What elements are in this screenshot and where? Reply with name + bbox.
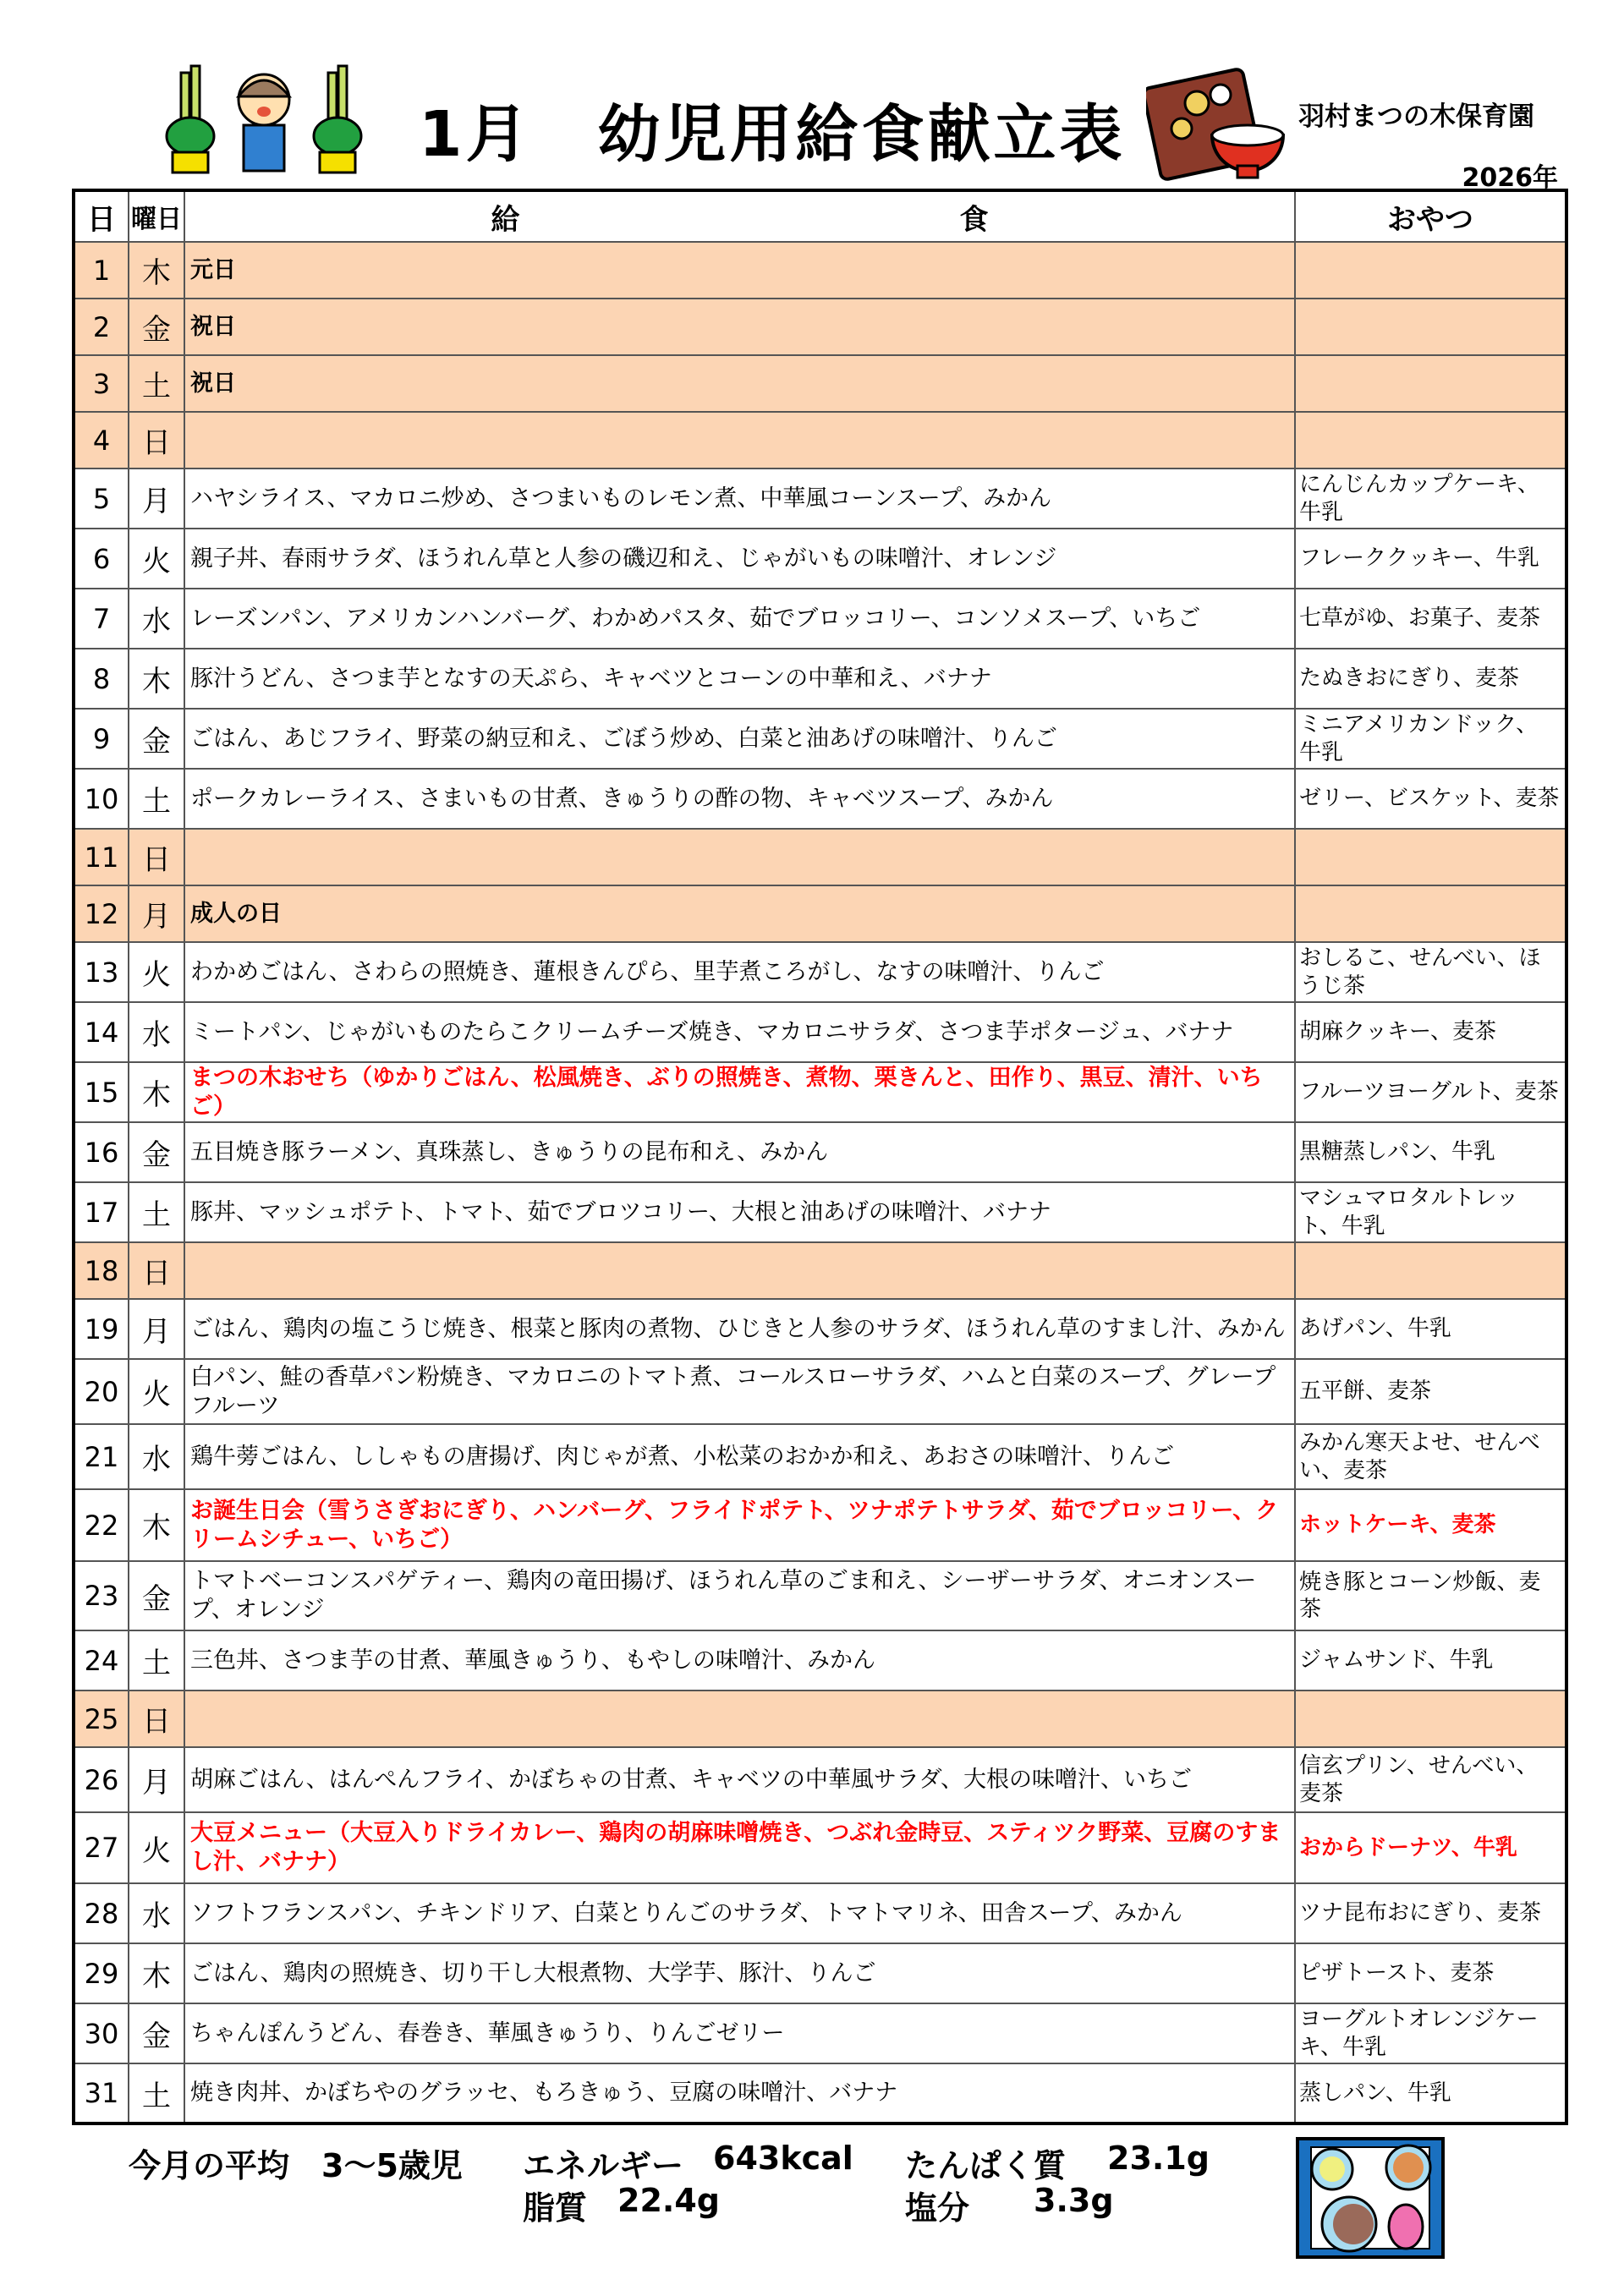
day-cell: 30 bbox=[74, 2003, 129, 2063]
dow-cell: 火 bbox=[129, 1359, 184, 1424]
menu-row bbox=[74, 1359, 1566, 1424]
menu-row bbox=[74, 1943, 1566, 2003]
menu-row bbox=[74, 1690, 1566, 1747]
average-label: 今月の平均 bbox=[129, 2147, 290, 2184]
snack-cell: たぬきおにぎり、麦茶 bbox=[1295, 649, 1566, 709]
day-cell: 3 bbox=[74, 355, 129, 412]
menu-row bbox=[74, 412, 1566, 469]
day-cell: 28 bbox=[74, 1883, 129, 1943]
day-cell: 8 bbox=[74, 649, 129, 709]
fat-label: 脂質 bbox=[523, 2189, 588, 2227]
dow-cell: 月 bbox=[129, 1299, 184, 1359]
menu-row bbox=[74, 1883, 1566, 1943]
menu-row bbox=[74, 1424, 1566, 1489]
menu-row bbox=[74, 469, 1566, 529]
dow-cell: 月 bbox=[129, 885, 184, 942]
day-cell: 2 bbox=[74, 299, 129, 355]
dow-cell: 木 bbox=[129, 1489, 184, 1561]
boy-icon bbox=[239, 74, 289, 171]
snack-cell bbox=[1295, 242, 1566, 299]
meal-cell: ポークカレーライス、さまいもの甘煮、きゅうりの酢の物、キャベツスープ、みかん bbox=[184, 769, 1295, 829]
day-cell: 17 bbox=[74, 1182, 129, 1242]
snack-cell bbox=[1295, 829, 1566, 885]
snack-cell: ゼリー、ビスケット、麦茶 bbox=[1295, 769, 1566, 829]
day-cell: 19 bbox=[74, 1299, 129, 1359]
menu-row bbox=[74, 1630, 1566, 1690]
dow-cell: 木 bbox=[129, 1943, 184, 2003]
menu-row bbox=[74, 242, 1566, 299]
dow-cell: 土 bbox=[129, 1182, 184, 1242]
dow-cell: 月 bbox=[129, 469, 184, 529]
snack-cell: みかん寒天よせ、せんべい、麦茶 bbox=[1295, 1424, 1566, 1489]
snack-cell bbox=[1295, 1242, 1566, 1299]
meal-cell: 三色丼、さつま芋の甘煮、華風きゅうり、もやしの味噌汁、みかん bbox=[184, 1630, 1295, 1690]
meal-cell bbox=[184, 1242, 1295, 1299]
snack-cell: おしるこ、せんべい、ほうじ茶 bbox=[1295, 942, 1566, 1002]
dow-cell: 金 bbox=[129, 1561, 184, 1630]
day-cell: 1 bbox=[74, 242, 129, 299]
header-meal-right: 食 bbox=[959, 202, 989, 237]
dow-cell: 日 bbox=[129, 1242, 184, 1299]
meal-cell: 五目焼き豚ラーメン、真珠蒸し、きゅうりの昆布和え、みかん bbox=[184, 1122, 1295, 1182]
year-label: 2026年 bbox=[1462, 163, 1558, 193]
menu-row bbox=[74, 1062, 1566, 1122]
day-cell: 13 bbox=[74, 942, 129, 1002]
day-cell: 10 bbox=[74, 769, 129, 829]
osechi-jubako-illustration bbox=[1146, 61, 1290, 181]
menu-row bbox=[74, 355, 1566, 412]
dow-cell: 木 bbox=[129, 1062, 184, 1122]
snack-cell: ジャムサンド、牛乳 bbox=[1295, 1630, 1566, 1690]
menu-row bbox=[74, 649, 1566, 709]
menu-row bbox=[74, 1561, 1566, 1630]
meal-cell: ごはん、あじフライ、野菜の納豆和え、ごぼう炒め、白菜と油あげの味噌汁、りんご bbox=[184, 709, 1295, 769]
protein-label: たんぱく質 bbox=[905, 2147, 1067, 2184]
holiday-label: 元日 bbox=[184, 242, 1295, 299]
day-cell: 7 bbox=[74, 589, 129, 649]
snack-cell: ホットケーキ、麦茶 bbox=[1295, 1489, 1566, 1561]
day-cell: 11 bbox=[74, 829, 129, 885]
day-cell: 14 bbox=[74, 1002, 129, 1062]
snack-cell: 七草がゆ、お菓子、麦茶 bbox=[1295, 589, 1566, 649]
snack-cell bbox=[1295, 299, 1566, 355]
kadomatsu-right-icon bbox=[314, 66, 361, 173]
meal-cell: 豚丼、マッシュポテト、トマト、茹でブロツコリー、大根と油あげの味噌汁、バナナ bbox=[184, 1182, 1295, 1242]
dow-cell: 土 bbox=[129, 2063, 184, 2123]
meal-cell: ごはん、鶏肉の塩こうじ焼き、根菜と豚肉の煮物、ひじきと人参のサラダ、ほうれん草のすまし汁、みかん bbox=[184, 1299, 1295, 1359]
meal-cell: ソフトフランスパン、チキンドリア、白菜とりんごのサラダ、トマトマリネ、田舎スープ、みかん bbox=[184, 1883, 1295, 1943]
header-snack: おやつ bbox=[1295, 190, 1566, 242]
menu-row bbox=[74, 709, 1566, 769]
dow-cell: 月 bbox=[129, 1747, 184, 1812]
menu-row bbox=[74, 1242, 1566, 1299]
menu-row bbox=[74, 769, 1566, 829]
table-header-row bbox=[74, 190, 1566, 242]
dow-cell: 日 bbox=[129, 412, 184, 469]
snack-cell: ヨーグルトオレンジケーキ、牛乳 bbox=[1295, 2003, 1566, 2063]
header-day: 日 bbox=[74, 190, 129, 242]
menu-row bbox=[74, 589, 1566, 649]
dow-cell: 金 bbox=[129, 2003, 184, 2063]
meal-cell bbox=[184, 1690, 1295, 1747]
meal-cell: レーズンパン、アメリカンハンバーグ、わかめパスタ、茹でブロッコリー、コンソメスープ、いちご bbox=[184, 589, 1295, 649]
snack-cell: おからドーナツ、牛乳 bbox=[1295, 1812, 1566, 1883]
meal-cell: ミートパン、じゃがいものたらこクリームチーズ焼き、マカロニサラダ、さつま芋ポタージュ、バナナ bbox=[184, 1002, 1295, 1062]
meal-cell: 親子丼、春雨サラダ、ほうれん草と人参の磯辺和え、じゃがいもの味噌汁、オレンジ bbox=[184, 529, 1295, 589]
menu-table bbox=[72, 189, 1568, 2125]
holiday-label: 成人の日 bbox=[184, 885, 1295, 942]
snack-cell: にんじんカップケーキ、牛乳 bbox=[1295, 469, 1566, 529]
day-cell: 16 bbox=[74, 1122, 129, 1182]
menu-row bbox=[74, 1182, 1566, 1242]
snack-cell bbox=[1295, 355, 1566, 412]
day-cell: 25 bbox=[74, 1690, 129, 1747]
menu-row bbox=[74, 885, 1566, 942]
dow-cell: 水 bbox=[129, 1883, 184, 1943]
kadomatsu-left-icon bbox=[167, 66, 214, 173]
menu-row bbox=[74, 829, 1566, 885]
meal-cell: 胡麻ごはん、はんぺんフライ、かぼちゃの甘煮、キャベツの中華風サラダ、大根の味噌汁、いちご bbox=[184, 1747, 1295, 1812]
meal-cell: お誕生日会（雪うさぎおにぎり、ハンバーグ、フライドポテト、ツナポテトサラダ、茹でブロッコリー、クリームシチュー、いちご） bbox=[184, 1489, 1295, 1561]
day-cell: 4 bbox=[74, 412, 129, 469]
menu-rows bbox=[74, 242, 1566, 2123]
meal-cell: 大豆メニュー（大豆入りドライカレー、鶏肉の胡麻味噌焼き、つぶれ金時豆、スティツク野菜、豆腐のすまし汁、バナナ） bbox=[184, 1812, 1295, 1883]
snack-cell bbox=[1295, 885, 1566, 942]
meal-cell: ちゃんぽんうどん、春巻き、華風きゅうり、りんごゼリー bbox=[184, 2003, 1295, 2063]
menu-row bbox=[74, 1122, 1566, 1182]
dow-cell: 金 bbox=[129, 709, 184, 769]
menu-row bbox=[74, 529, 1566, 589]
snack-cell bbox=[1295, 1690, 1566, 1747]
day-cell: 24 bbox=[74, 1630, 129, 1690]
day-cell: 6 bbox=[74, 529, 129, 589]
dow-cell: 日 bbox=[129, 1690, 184, 1747]
dow-cell: 土 bbox=[129, 1630, 184, 1690]
salt-label: 塩分 bbox=[905, 2189, 970, 2227]
dow-cell: 水 bbox=[129, 1424, 184, 1489]
dow-cell: 水 bbox=[129, 1002, 184, 1062]
snack-cell: フルーツヨーグルト、麦茶 bbox=[1295, 1062, 1566, 1122]
dow-cell: 火 bbox=[129, 1812, 184, 1883]
menu-row bbox=[74, 1812, 1566, 1883]
menu-row bbox=[74, 1299, 1566, 1359]
meal-cell: わかめごはん、さわらの照焼き、蓮根きんぴら、里芋煮ころがし、なすの味噌汁、りんご bbox=[184, 942, 1295, 1002]
dow-cell: 木 bbox=[129, 649, 184, 709]
menu-row bbox=[74, 299, 1566, 355]
kadomatsu-boy-illustration bbox=[162, 64, 365, 176]
dow-cell: 日 bbox=[129, 829, 184, 885]
holiday-label: 祝日 bbox=[184, 355, 1295, 412]
meal-cell: まつの木おせち（ゆかりごはん、松風焼き、ぶりの照焼き、煮物、栗きんと、田作り、黒豆、清汁、いちご） bbox=[184, 1062, 1295, 1122]
header-meal bbox=[184, 190, 1295, 242]
dow-cell: 土 bbox=[129, 355, 184, 412]
snack-cell: あげパン、牛乳 bbox=[1295, 1299, 1566, 1359]
dow-cell: 金 bbox=[129, 1122, 184, 1182]
day-cell: 31 bbox=[74, 2063, 129, 2123]
snack-cell: 蒸しパン、牛乳 bbox=[1295, 2063, 1566, 2123]
meal-cell: 白パン、鮭の香草パン粉焼き、マカロニのトマト煮、コールスローサラダ、ハムと白菜のスープ、グレープフルーツ bbox=[184, 1359, 1295, 1424]
day-cell: 9 bbox=[74, 709, 129, 769]
snack-cell: 信玄プリン、せんべい、麦茶 bbox=[1295, 1747, 1566, 1812]
snack-cell: 五平餅、麦茶 bbox=[1295, 1359, 1566, 1424]
header-meal-left: 給 bbox=[491, 202, 520, 237]
day-cell: 29 bbox=[74, 1943, 129, 2003]
fat-value: 22.4g bbox=[617, 2182, 720, 2219]
meal-cell: ハヤシライス、マカロニ炒め、さつまいものレモン煮、中華風コーンスープ、みかん bbox=[184, 469, 1295, 529]
protein-value: 23.1g bbox=[1107, 2140, 1210, 2177]
school-lunch-tray-illustration bbox=[1294, 2135, 1446, 2260]
age-label: 3～5歳児 bbox=[321, 2147, 463, 2184]
snack-cell: フレーククッキー、牛乳 bbox=[1295, 529, 1566, 589]
energy-value: 643kcal bbox=[713, 2140, 853, 2177]
dow-cell: 火 bbox=[129, 529, 184, 589]
dow-cell: 木 bbox=[129, 242, 184, 299]
day-cell: 18 bbox=[74, 1242, 129, 1299]
snack-cell: ツナ昆布おにぎり、麦茶 bbox=[1295, 1883, 1566, 1943]
dow-cell: 火 bbox=[129, 942, 184, 1002]
day-cell: 21 bbox=[74, 1424, 129, 1489]
snack-cell: 胡麻クッキー、麦茶 bbox=[1295, 1002, 1566, 1062]
snack-cell: 焼き豚とコーン炒飯、麦茶 bbox=[1295, 1561, 1566, 1630]
menu-row bbox=[74, 1489, 1566, 1561]
meal-cell: 鶏牛蒡ごはん、ししゃもの唐揚げ、肉じゃが煮、小松菜のおかか和え、あおさの味噌汁、りんご bbox=[184, 1424, 1295, 1489]
school-name: 羽村まつの木保育園 bbox=[1298, 101, 1534, 132]
menu-row bbox=[74, 1747, 1566, 1812]
snack-cell: マシュマロタルトレット、牛乳 bbox=[1295, 1182, 1566, 1242]
snack-cell: ピザトースト、麦茶 bbox=[1295, 1943, 1566, 2003]
holiday-label: 祝日 bbox=[184, 299, 1295, 355]
salt-value: 3.3g bbox=[1034, 2182, 1114, 2219]
menu-row bbox=[74, 942, 1566, 1002]
meal-cell: 豚汁うどん、さつま芋となすの天ぷら、キャベツとコーンの中華和え、バナナ bbox=[184, 649, 1295, 709]
day-cell: 26 bbox=[74, 1747, 129, 1812]
dow-cell: 金 bbox=[129, 299, 184, 355]
page-title: 1月 幼児用給食献立表 bbox=[419, 98, 1126, 171]
dow-cell: 土 bbox=[129, 769, 184, 829]
day-cell: 27 bbox=[74, 1812, 129, 1883]
snack-cell bbox=[1295, 412, 1566, 469]
energy-label: エネルギー bbox=[523, 2147, 684, 2184]
snack-cell: 黒糖蒸しパン、牛乳 bbox=[1295, 1122, 1566, 1182]
meal-cell: トマトベーコンスパゲティー、鶏肉の竜田揚げ、ほうれん草のごま和え、シーザーサラダ、オニオンスープ、オレンジ bbox=[184, 1561, 1295, 1630]
menu-row bbox=[74, 2003, 1566, 2063]
meal-cell: 焼き肉丼、かぼちやのグラッセ、もろきゅう、豆腐の味噌汁、バナナ bbox=[184, 2063, 1295, 2123]
day-cell: 5 bbox=[74, 469, 129, 529]
meal-cell bbox=[184, 412, 1295, 469]
day-cell: 20 bbox=[74, 1359, 129, 1424]
meal-cell bbox=[184, 829, 1295, 885]
menu-row bbox=[74, 2063, 1566, 2123]
day-cell: 23 bbox=[74, 1561, 129, 1630]
day-cell: 12 bbox=[74, 885, 129, 942]
header-dow: 曜日 bbox=[129, 190, 184, 242]
snack-cell: ミニアメリカンドック、牛乳 bbox=[1295, 709, 1566, 769]
day-cell: 22 bbox=[74, 1489, 129, 1561]
menu-row bbox=[74, 1002, 1566, 1062]
dow-cell: 水 bbox=[129, 589, 184, 649]
meal-cell: ごはん、鶏肉の照焼き、切り干し大根煮物、大学芋、豚汁、りんご bbox=[184, 1943, 1295, 2003]
day-cell: 15 bbox=[74, 1062, 129, 1122]
